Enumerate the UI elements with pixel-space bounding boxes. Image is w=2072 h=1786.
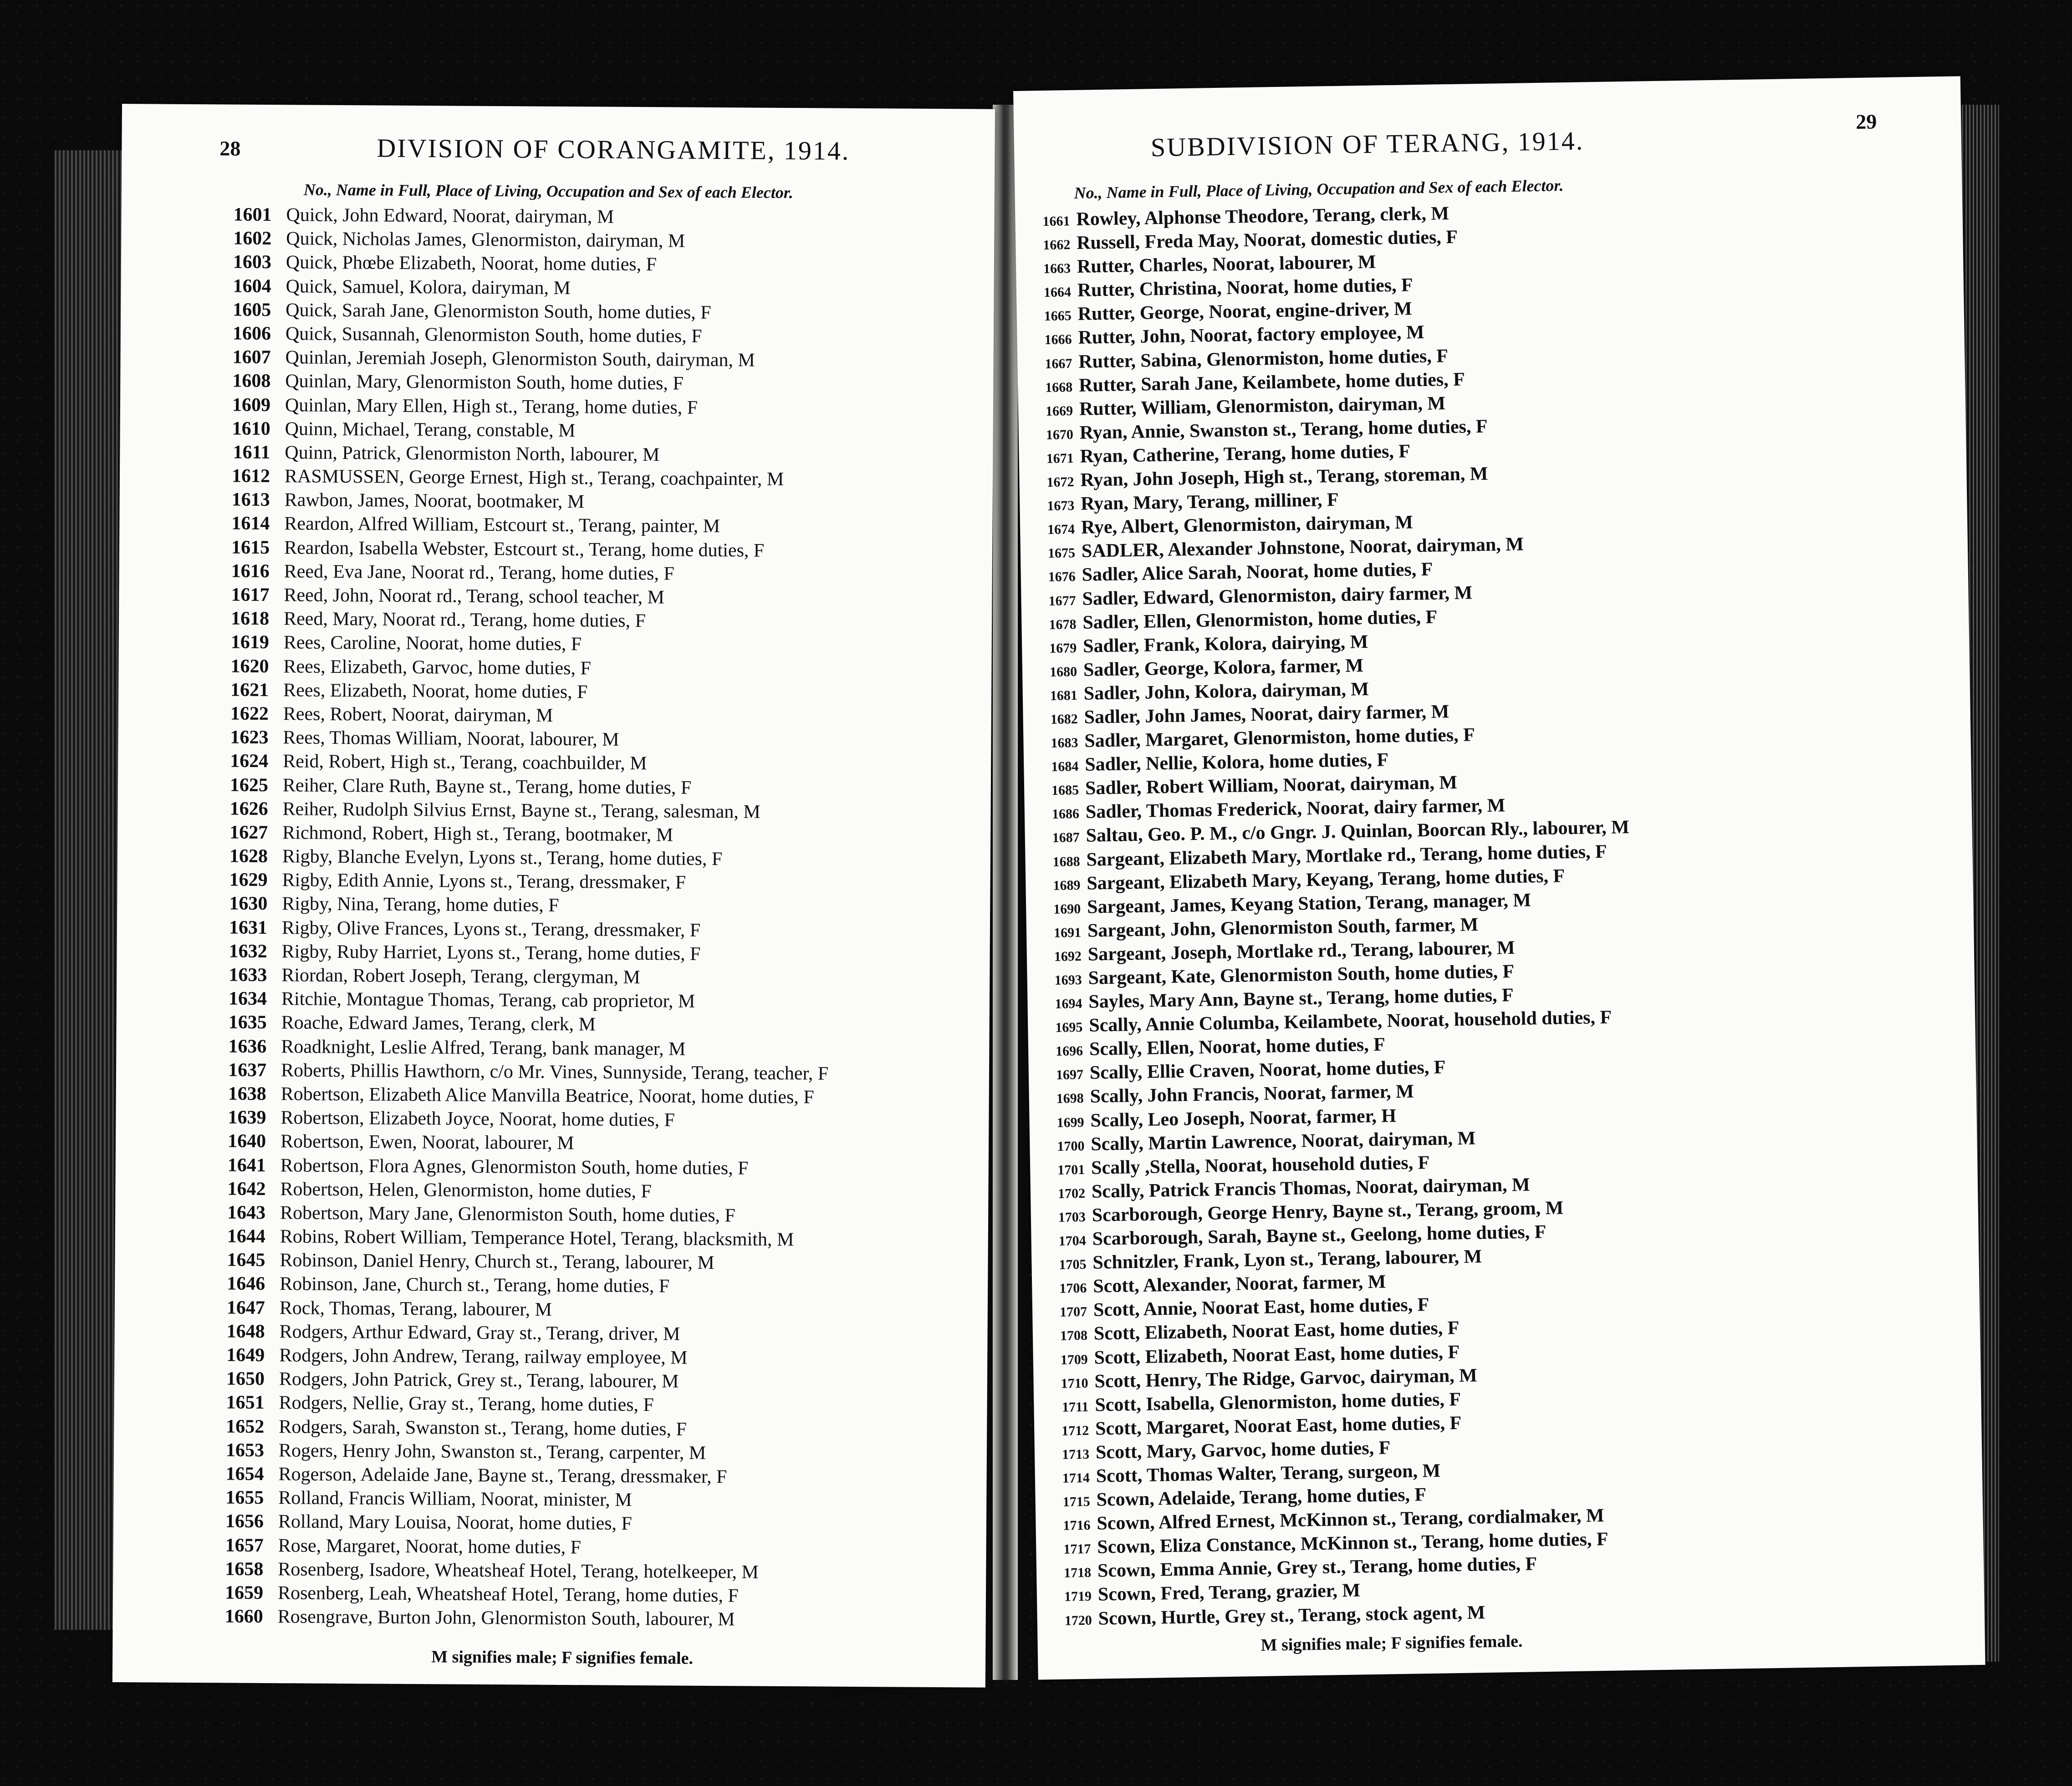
elector-details: Rogerson, Adelaide Jane, Bayne st., Terang, dressmaker, F [278,1464,727,1488]
left-page [112,104,995,1688]
elector-details: Rees, Robert, Noorat, dairyman, M [283,703,553,726]
elector-details: Rowley, Alphonse Theodore, Terang, clerk, M [1076,203,1449,230]
elector-number: 1674 [1047,522,1075,538]
elector-details: Robertson, Elizabeth Joyce, Noorat, home duties, F [281,1107,675,1131]
elector-number: 1626 [230,798,268,819]
elector-number: 1700 [1057,1138,1085,1154]
elector-details: Rees, Elizabeth, Garvoc, home duties, F [283,656,591,679]
elector-details: Richmond, Robert, High st., Terang, bootmaker, M [282,822,674,846]
elector-number: 1713 [1062,1446,1090,1462]
elector-details: Scarborough, George Henry, Bayne st., Terang, groom, M [1092,1197,1564,1226]
elector-details: Sadler, Frank, Kolora, dairying, M [1082,631,1368,657]
elector-details: Sargeant, Kate, Glenormiston South, home duties, F [1088,961,1515,989]
elector-number: 1658 [225,1558,264,1580]
elector-number: 1681 [1050,687,1078,703]
elector-details: Scally, Ellie Craven, Noorat, home duties, F [1089,1057,1446,1084]
elector-details: Rigby, Nina, Terang, home duties, F [282,893,559,916]
elector-number: 1636 [228,1036,267,1057]
elector-details: Roberts, Phillis Hawthorn, c/o Mr. Vines, Sunnyside, Terang, teacher, F [281,1059,829,1084]
elector-details: Scott, Elizabeth, Noorat East, home duties, F [1093,1318,1460,1344]
elector-number: 1672 [1046,474,1074,490]
elector-number: 1703 [1058,1209,1086,1225]
elector-number: 1668 [1045,379,1073,395]
elector-number: 1686 [1051,806,1080,822]
elector-number: 1698 [1056,1091,1084,1107]
right-page [1013,76,1985,1679]
elector-details: Saltau, Geo. P. M., c/o Gngr. J. Quinlan, Boorcan Rly., labourer, M [1086,817,1630,847]
elector-number: 1618 [230,608,270,630]
elector-number: 1630 [229,893,268,915]
elector-details: Rosenberg, Isadore, Wheatsheaf Hotel, Terang, hotelkeeper, M [278,1558,759,1583]
elector-details: Sadler, Robert William, Noorat, dairyman, M [1085,772,1458,799]
elector-number: 1656 [225,1511,264,1532]
elector-details: Rock, Thomas, Terang, labourer, M [279,1297,552,1320]
elector-details: Rolland, Mary Louisa, Noorat, home duties, F [278,1511,633,1535]
elector-details: Quinlan, Jeremiah Joseph, Glenormiston South, dairyman, M [285,347,755,371]
elector-number: 1615 [231,537,270,558]
elector-details: Sayles, Mary Ann, Bayne st., Terang, home duties, F [1088,985,1514,1013]
elector-number: 1696 [1055,1043,1083,1059]
elector-number: 1625 [230,774,269,796]
elector-details: Quick, Sarah Jane, Glenormiston South, home duties, F [286,299,711,323]
column-header: No., Name in Full, Place of Living, Occupation and Sex of each Elector. [303,180,793,202]
elector-number: 1663 [1043,261,1071,277]
elector-details: Reardon, Alfred William, Estcourt st., Terang, painter, M [284,513,720,537]
elector-number: 1692 [1054,948,1082,964]
elector-number: 1669 [1045,403,1073,419]
elector-number: 1710 [1061,1375,1088,1391]
elector-details: Scott, Elizabeth, Noorat East, home duties, F [1094,1341,1460,1369]
elector-details: Scown, Adelaide, Terang, home duties, F [1096,1484,1427,1511]
elector-number: 1714 [1062,1470,1090,1486]
elector-details: Rolland, Francis William, Noorat, minister, M [278,1487,632,1511]
elector-details: Reed, John, Noorat rd., Terang, school teacher, M [284,585,665,608]
elector-number: 1697 [1056,1067,1084,1083]
elector-number: 1644 [227,1226,265,1247]
elector-details: Ritchie, Montague Thomas, Terang, cab proprietor, M [281,988,695,1012]
elector-list [190,203,991,1633]
elector-details: Riordan, Robert Joseph, Terang, clergyman, M [281,965,640,988]
elector-entry [190,1604,983,1633]
elector-details: Rees, Thomas William, Noorat, labourer, M [283,727,619,750]
elector-details: Rigby, Edith Annie, Lyons st., Terang, dressmaker, F [282,870,686,893]
elector-details: Reid, Robert, High st., Terang, coachbuilder, M [283,751,647,774]
elector-number: 1632 [229,941,267,962]
elector-details: Scott, Henry, The Ridge, Garvoc, dairyman, M [1094,1364,1478,1392]
elector-details: Reardon, Isabella Webster, Estcourt st., Terang, home duties, F [284,537,765,561]
elector-number: 1629 [229,869,268,891]
elector-details: Rodgers, John Andrew, Terang, railway employee, M [279,1345,688,1369]
elector-details: Sadler, John James, Noorat, dairy farmer, M [1084,701,1449,728]
elector-details: Russell, Freda May, Noorat, domestic duties, F [1076,226,1458,254]
elector-details: Rogers, Henry John, Swanston st., Terang, carpenter, M [278,1440,706,1464]
elector-details: Sargeant, John, Glenormiston South, farmer, M [1087,914,1479,941]
elector-details: Reiher, Clare Ruth, Bayne st., Terang, home duties, F [282,774,692,799]
elector-number: 1606 [232,323,271,344]
elector-details: Robertson, Mary Jane, Glenormiston South, home duties, F [280,1202,736,1226]
elector-details: Scally, John Francis, Noorat, farmer, M [1090,1081,1414,1108]
elector-details: Scally ,Stella, Noorat, household duties, F [1091,1152,1430,1179]
elector-number: 1665 [1044,308,1072,324]
elector-number: 1652 [226,1416,265,1437]
elector-details: Ryan, Mary, Terang, milliner, F [1080,489,1339,514]
elector-number: 1678 [1049,616,1077,632]
elector-number: 1646 [227,1273,265,1295]
elector-number: 1609 [232,394,271,416]
elector-number: 1670 [1046,427,1074,443]
elector-number: 1709 [1060,1352,1088,1368]
elector-details: Robinson, Daniel Henry, Church st., Terang, labourer, M [280,1250,714,1274]
elector-details: Rigby, Blanche Evelyn, Lyons st., Terang, home duties, F [282,846,723,870]
elector-details: Scown, Emma Annie, Grey st., Terang, home duties, F [1097,1553,1537,1582]
elector-details: Rutter, Sabina, Glenormiston, home duties, F [1078,345,1449,372]
elector-details: Sadler, Margaret, Glenormiston, home duties, F [1084,724,1475,752]
elector-details: Sargeant, Elizabeth Mary, Mortlake rd., Terang, home duties, F [1086,841,1608,870]
elector-number: 1617 [231,584,270,606]
elector-details: Robertson, Ewen, Noorat, labourer, M [280,1131,574,1154]
elector-number: 1690 [1053,901,1081,917]
elector-number: 1623 [230,727,269,748]
elector-number: 1634 [228,988,267,1010]
elector-number: 1689 [1053,877,1081,893]
elector-number: 1627 [230,822,268,843]
elector-details: Scott, Isabella, Glenormiston, home duties, F [1094,1389,1461,1416]
elector-details: Rutter, Christina, Noorat, home duties, F [1077,275,1414,301]
elector-details: Rigby, Olive Frances, Lyons st., Terang, dressmaker, F [281,917,701,941]
elector-details: Scally, Annie Columba, Keilambete, Noorat, household duties, F [1088,1007,1612,1036]
elector-details: Sargeant, James, Keyang Station, Terang, manager, M [1087,890,1531,918]
elector-number: 1637 [228,1059,267,1081]
elector-details: Scown, Eliza Constance, McKinnon st., Terang, home duties, F [1097,1529,1608,1558]
elector-details: Rutter, John, Noorat, factory employee, M [1078,322,1424,349]
elector-number: 1693 [1054,972,1082,988]
elector-details: Sadler, Ellen, Glenormiston, home duties, F [1082,606,1438,633]
elector-number: 1673 [1047,498,1075,514]
elector-number: 1645 [227,1249,265,1271]
elector-number: 1659 [225,1582,264,1603]
elector-number: 1682 [1050,711,1078,727]
elector-number: 1675 [1047,545,1076,561]
elector-details: Quick, Phœbe Elizabeth, Noorat, home duties, F [286,252,657,275]
elector-details: Roache, Edward James, Terang, clerk, M [281,1012,596,1035]
elector-number: 1620 [230,656,269,677]
elector-number: 1622 [230,703,269,724]
elector-number: 1640 [227,1130,266,1152]
elector-details: Quinn, Michael, Terang, constable, M [285,418,576,441]
elector-details: Sadler, Edward, Glenormiston, dairy farmer, M [1082,582,1473,610]
elector-details: Rees, Caroline, Noorat, home duties, F [283,632,582,655]
elector-details: Robins, Robert William, Temperance Hotel, Terang, blacksmith, M [280,1226,794,1251]
elector-number: 1647 [226,1297,265,1318]
elector-details: Rigby, Ruby Harriet, Lyons st., Terang, home duties, F [281,941,701,965]
elector-number: 1649 [226,1344,265,1366]
elector-details: Rodgers, Arthur Edward, Gray st., Terang, driver, M [279,1321,680,1345]
elector-number: 1628 [229,845,268,867]
elector-number: 1613 [231,489,270,511]
elector-number: 1679 [1049,640,1077,656]
elector-number: 1688 [1052,854,1080,870]
elector-number: 1705 [1059,1257,1087,1272]
elector-details: Scott, Thomas Walter, Terang, surgeon, M [1096,1460,1441,1487]
elector-details: Rosengrave, Burton John, Glenormiston South, labourer, M [277,1606,735,1630]
elector-details: Scally, Leo Joseph, Noorat, farmer, H [1090,1105,1397,1131]
elector-details: RASMUSSEN, George Ernest, High st., Terang, coachpainter, M [284,466,784,490]
elector-number: 1650 [226,1368,265,1390]
elector-number: 1664 [1043,285,1072,300]
page-title: DIVISION OF CORANGAMITE, 1914. [377,133,850,166]
elector-details: Sadler, Thomas Frederick, Noorat, dairy farmer, M [1085,795,1506,823]
elector-number: 1610 [232,418,270,439]
elector-number: 1605 [233,299,271,321]
page-number: 28 [219,137,241,160]
elector-number: 1676 [1048,569,1076,585]
elector-number: 1607 [232,346,271,368]
elector-number: 1654 [225,1463,264,1485]
page-footer: M signifies male; F signifies female. [431,1647,694,1668]
elector-number: 1706 [1059,1281,1087,1296]
elector-number: 1639 [228,1107,266,1129]
elector-details: Rawbon, James, Noorat, bootmaker, M [284,489,585,513]
elector-number: 1691 [1053,925,1082,941]
elector-number: 1648 [226,1321,265,1342]
elector-details: Rutter, Sarah Jane, Keilambete, home duties, F [1078,369,1465,396]
elector-details: Scarborough, Sarah, Bayne st., Geelong, home duties, F [1092,1221,1546,1250]
elector-number: 1651 [226,1392,265,1414]
elector-number: 1695 [1055,1020,1083,1035]
elector-details: SADLER, Alexander Johnstone, Noorat, dairyman, M [1081,534,1524,562]
elector-number: 1608 [232,370,271,392]
elector-number: 1614 [231,513,270,534]
elector-number: 1631 [229,917,268,938]
elector-details: Quinn, Patrick, Glenormiston North, labourer, M [285,442,660,466]
elector-details: Quinlan, Mary, Glenormiston South, home duties, F [285,371,684,394]
elector-number: 1684 [1051,759,1079,775]
elector-number: 1633 [229,964,267,986]
elector-number: 1699 [1056,1114,1084,1130]
elector-number: 1635 [228,1012,267,1033]
elector-number: 1624 [230,750,269,772]
elector-number: 1667 [1045,356,1072,371]
elector-details: Scally, Ellen, Noorat, home duties, F [1089,1034,1386,1060]
elector-number: 1680 [1049,664,1077,680]
elector-details: Rodgers, Nellie, Gray st., Terang, home duties, F [279,1392,654,1416]
elector-number: 1717 [1063,1541,1091,1557]
elector-number: 1666 [1044,332,1072,348]
elector-details: Ryan, Annie, Swanston st., Terang, home duties, F [1079,416,1488,443]
page-footer: M signifies male; F signifies female. [1261,1631,1523,1655]
elector-number: 1611 [233,442,270,463]
elector-details: Rose, Margaret, Noorat, home duties, F [278,1535,582,1558]
elector-details: Rutter, Charles, Noorat, labourer, M [1077,251,1376,278]
elector-details: Scott, Alexander, Noorat, farmer, M [1092,1271,1386,1297]
elector-number: 1601 [233,204,272,226]
elector-details: Sadler, John, Kolora, dairyman, M [1083,678,1369,704]
elector-details: Rodgers, Sarah, Swanston st., Terang, home duties, F [279,1416,687,1440]
elector-details: Reed, Mary, Noorat rd., Terang, home duties, F [283,608,646,632]
elector-number: 1707 [1059,1304,1087,1320]
elector-details: Rosenberg, Leah, Wheatsheaf Hotel, Terang, home duties, F [277,1582,739,1607]
elector-number: 1715 [1062,1494,1090,1510]
column-header: No., Name in Full, Place of Living, Occupation and Sex of each Elector. [1074,176,1564,202]
elector-details: Scally, Patrick Francis Thomas, Noorat, dairyman, M [1091,1174,1531,1202]
elector-number: 1612 [231,465,270,487]
elector-details: Robertson, Elizabeth Alice Manvilla Beatrice, Noorat, home duties, F [281,1084,814,1108]
elector-details: Scott, Margaret, Noorat East, home duties, F [1095,1412,1462,1440]
page-number: 29 [1855,110,1877,133]
elector-details: Scott, Annie, Noorat East, home duties, F [1093,1294,1429,1321]
elector-details: Robinson, Jane, Church st., Terang, home duties, F [280,1273,670,1297]
elector-number: 1704 [1058,1233,1086,1249]
elector-details: Sargeant, Elizabeth Mary, Keyang, Terang, home duties, F [1086,865,1565,894]
elector-details: Rodgers, John Patrick, Grey st., Terang, labourer, M [279,1369,679,1392]
elector-number: 1638 [228,1083,266,1104]
elector-number: 1716 [1063,1517,1091,1533]
elector-number: 1642 [227,1178,266,1200]
elector-number: 1655 [225,1487,264,1509]
elector-details: Reiher, Rudolph Silvius Ernst, Bayne st., Terang, salesman, M [282,798,760,823]
elector-number: 1702 [1057,1186,1086,1201]
elector-details: Quick, John Edward, Noorat, dairyman, M [286,204,614,228]
elector-number: 1718 [1063,1565,1092,1581]
elector-details: Quick, Nicholas James, Glenormiston, dairyman, M [286,228,685,252]
elector-number: 1604 [233,275,271,297]
elector-details: Rye, Albert, Glenormiston, dairyman, M [1081,512,1414,538]
elector-number: 1641 [227,1154,266,1176]
elector-details: Sadler, George, Kolora, farmer, M [1083,655,1364,681]
elector-details: Rees, Elizabeth, Noorat, home duties, F [283,679,588,703]
elector-details: Scown, Hurtle, Grey st., Terang, stock agent, M [1098,1602,1485,1629]
elector-number: 1621 [230,679,269,701]
elector-number: 1671 [1046,450,1074,466]
elector-number: 1616 [231,560,270,582]
elector-details: Scott, Mary, Garvoc, home duties, F [1095,1437,1391,1463]
elector-details: Ryan, Catherine, Terang, home duties, F [1080,441,1411,467]
elector-details: Robertson, Helen, Glenormiston, home duties, F [280,1178,652,1202]
elector-number: 1685 [1051,783,1079,799]
elector-details: Sargeant, Joseph, Mortlake rd., Terang, labourer, M [1087,937,1516,965]
elector-number: 1662 [1043,237,1071,253]
elector-details: Quick, Samuel, Kolora, dairyman, M [286,275,571,299]
elector-details: Schnitzler, Frank, Lyon st., Terang, labourer, M [1092,1246,1482,1273]
elector-number: 1711 [1062,1399,1089,1415]
elector-details: Scown, Alfred Ernest, McKinnon st., Terang, cordialmaker, M [1097,1505,1604,1534]
page-title: SUBDIVISION OF TERANG, 1914. [1150,126,1584,163]
elector-details: Rutter, George, Noorat, engine-driver, M [1077,298,1413,325]
elector-details: Sadler, Nellie, Kolora, home duties, F [1084,749,1389,775]
elector-details: Quinlan, Mary Ellen, High st., Terang, home duties, F [285,394,698,418]
book-edge-left [55,150,123,1630]
elector-number: 1643 [227,1202,266,1223]
elector-details: Ryan, John Joseph, High st., Terang, storeman, M [1080,463,1488,491]
elector-details: Rutter, William, Glenormiston, dairyman, M [1079,392,1446,420]
elector-list [1038,194,1971,1631]
elector-number: 1677 [1048,593,1076,609]
elector-number: 1720 [1064,1613,1092,1628]
elector-number: 1712 [1061,1423,1089,1439]
elector-number: 1661 [1042,214,1070,229]
elector-details: Sadler, Alice Sarah, Noorat, home duties, F [1082,559,1433,586]
elector-number: 1619 [230,631,269,653]
elector-number: 1660 [225,1606,263,1628]
elector-number: 1603 [233,251,272,273]
elector-details: Scally, Martin Lawrence, Noorat, dairyman, M [1090,1127,1476,1155]
elector-number: 1694 [1055,996,1082,1012]
elector-number: 1657 [225,1534,264,1556]
elector-details: Scown, Fred, Terang, grazier, M [1097,1580,1361,1605]
elector-details: Robertson, Flora Agnes, Glenormiston South, home duties, F [280,1155,749,1179]
elector-details: Quick, Susannah, Glenormiston South, home duties, F [285,323,702,347]
elector-number: 1687 [1052,830,1080,846]
book-gutter [993,105,1018,1680]
elector-number: 1719 [1064,1589,1092,1605]
elector-number: 1683 [1051,735,1078,751]
elector-number: 1701 [1057,1162,1085,1178]
elector-number: 1653 [225,1440,265,1461]
elector-details: Roadknight, Leslie Alfred, Terang, bank manager, M [281,1036,686,1060]
elector-details: Reed, Eva Jane, Noorat rd., Terang, home duties, F [284,561,674,585]
elector-number: 1602 [233,228,272,249]
elector-number: 1708 [1060,1328,1088,1344]
